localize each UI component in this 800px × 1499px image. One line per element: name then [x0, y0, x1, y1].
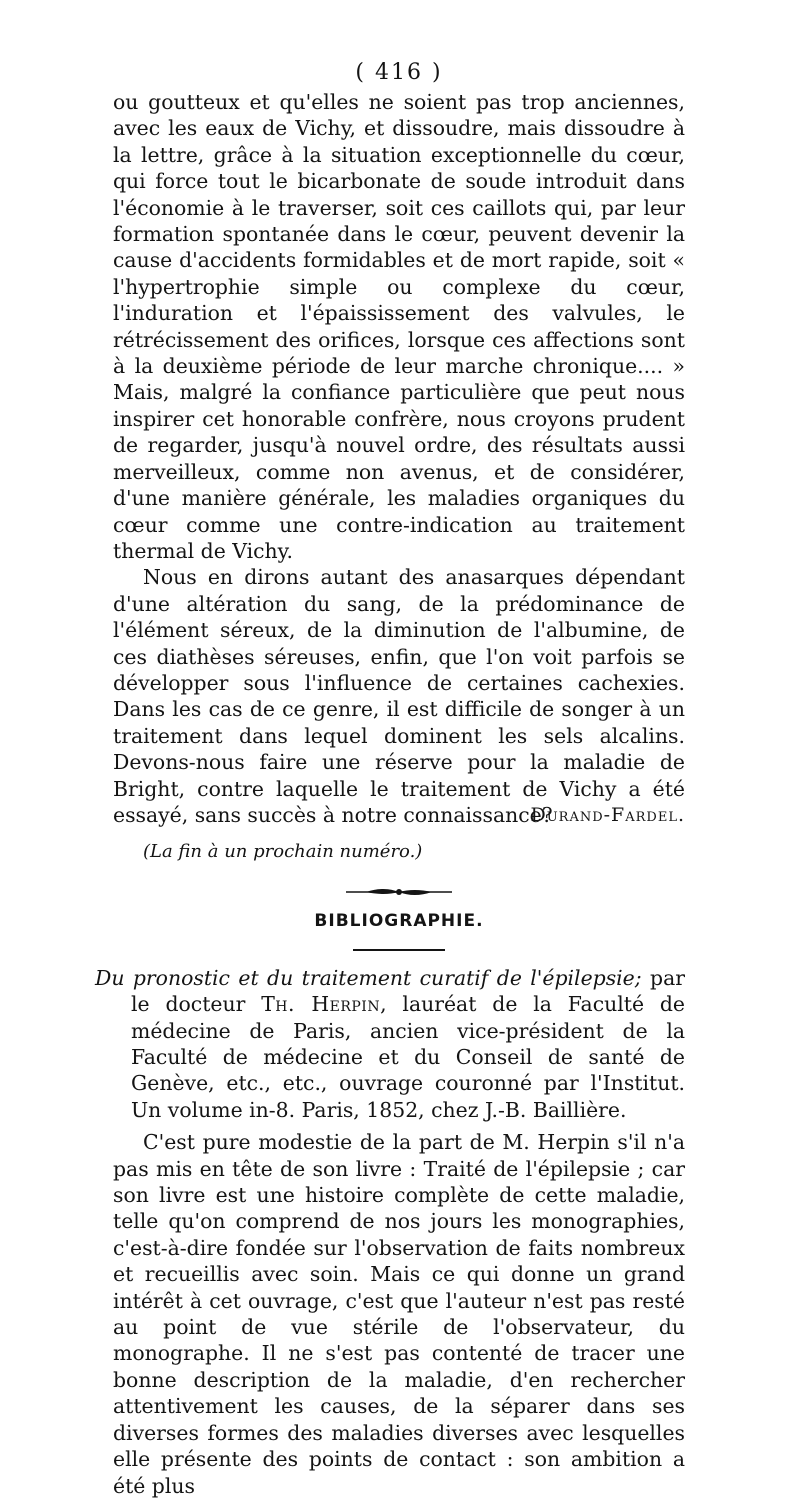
page-number [113, 60, 685, 85]
book-author: Th. Herpin [261, 992, 381, 1017]
document-page [95, 60, 685, 1499]
review-paragraph: C'est pure modestie de la part de M. Herpin s'il n'a pas mis en tête de son livre : Traité de l'épilepsie ; car son livre est une histoire complète de cette maladie, telle qu'on comprend de nos jours les monographies, c'est-à-dire fondée sur l'observation de faits nombreux et recueillis avec soin. Mais ce qui donne un grand intérêt à cet ouvrage, c'est que l'auteur n'est pas resté au point de vue stérile de l'observateur, du monographe. Il ne s'est pas contenté de tracer une bonne description de la maladie, d'en rechercher attentivement les causes, de la séparer dans ses diverses formes des maladies diverses avec lesquelles elle présente des points de contact : son ambition a été plus [113, 1130, 685, 1498]
bibliography-heading: BIBLIOGRAPHIE. [314, 910, 484, 931]
bibliography-entry [95, 965, 685, 1123]
continuation-note: (La fin à un prochain numéro.) [143, 840, 423, 862]
author-signature: Durand-Fardel. [530, 804, 685, 827]
page-number-text: ( 416 ) [355, 60, 443, 85]
heading-underline [353, 949, 445, 951]
book-by: par le docteur [131, 965, 685, 1017]
ornament-rule-icon [344, 885, 454, 899]
article-paragraph-2: Nous en dirons autant des anasarques dépendant d'une altération du sang, de la prédominance de l'élément séreux, de la diminution de l'albumine, de ces diathèses séreuses, enfin, que l'on voit parfois se développer sous l'influence de certaines cachexies. Dans les cas de ce genre, il est difficile de songer à un traitement dans lequel dominent les sels alcalins. Devons-nous faire une réserve pour la maladie de Bright, contre laquelle le traitement de Vichy a été essayé, sans succès à notre connaissance? [113, 565, 685, 827]
section-ornament [113, 885, 685, 899]
book-details: , lauréat de la Faculté de médecine de Paris, ancien vice-président de la Faculté de médecine et du Conseil de santé de Genève, etc., etc., ouvrage couronné par l'Institut. Un volume in-8. Paris, 1852, chez J.-B. Baillière. [131, 992, 685, 1122]
book-title: Du pronostic et du traitement curatif de l'épilepsie; [95, 965, 642, 990]
article-paragraph-1: ou goutteux et qu'elles ne soient pas trop anciennes, avec les eaux de Vichy, et dissoudre, mais dissoudre à la lettre, grâce à la situation exceptionnelle du cœur, qui force tout le bicarbonate de soude introduit dans l'économie à le traverser, soit ces caillots qui, par leur formation spontanée dans le cœur, peuvent devenir la cause d'accidents formidables et de mort rapide, soit « l'hypertrophie simple ou complexe du cœur, l'induration et l'épaississement des valvules, le rétrécissement des orifices, lorsque ces affections sont à la deuxième période de leur marche chronique.... » Mais, malgré la confiance particulière que peut nous inspirer cet honorable confrère, nous croyons prudent de regarder, jusqu'à nouvel ordre, des résultats aussi merveilleux, comme non avenus, et de considérer, d'une manière générale, les maladies organiques du cœur comme une contre-indication au traitement thermal de Vichy. [113, 90, 685, 563]
